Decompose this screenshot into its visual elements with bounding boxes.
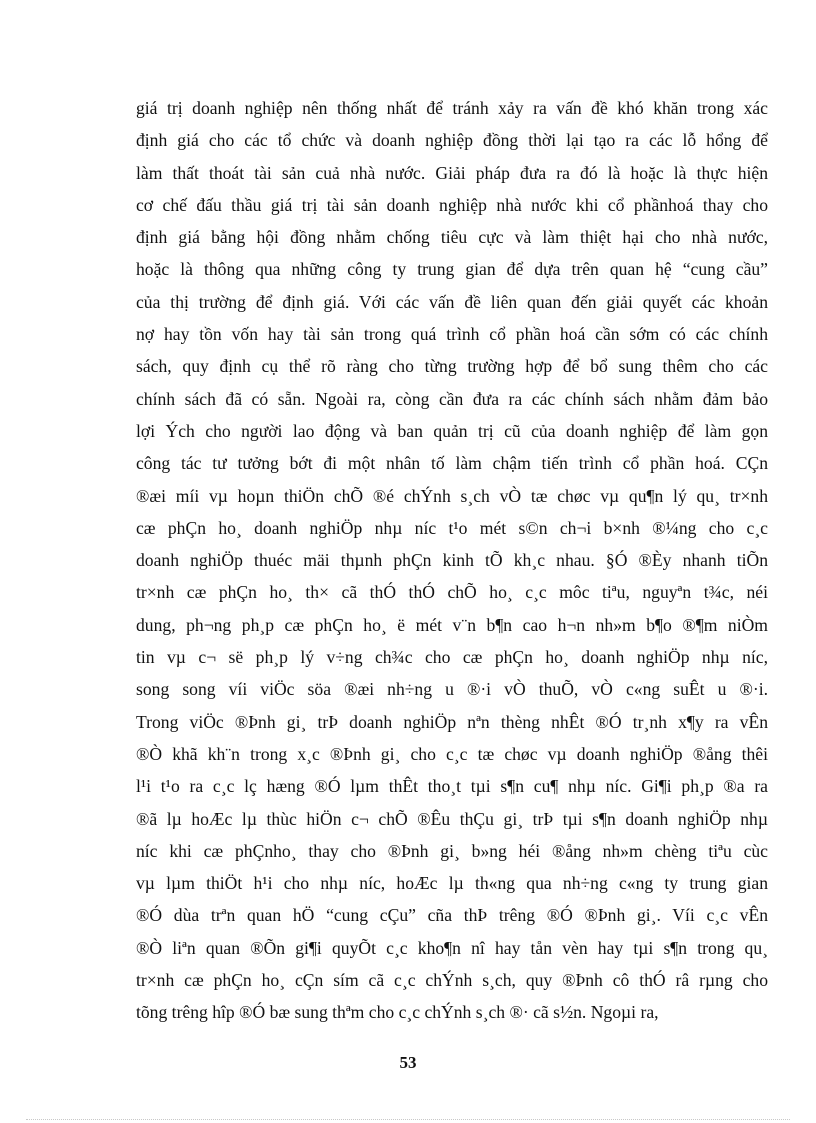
text-line: doanh nghiÖp thuéc mäi thµnh phÇn kinh tÕ kh¸c nhau. §Ó ®Èy nhanh tiÕn <box>136 550 768 571</box>
footer-divider <box>26 1119 790 1120</box>
page-number: 53 <box>399 1053 417 1072</box>
text-line: tin vµ c¬ së ph¸p lý v÷ng ch¾c cho cæ phÇn ho¸ doanh nghiÖp nhµ níc, <box>136 647 768 668</box>
text-line: tr×nh cæ phÇn ho¸ th× cã thÓ thÓ chÕ ho¸ c¸c môc tiªu, nguyªn t¾c, néi <box>136 582 768 603</box>
text-line: lợi Ých cho người lao động và ban quản trị cũ của doanh nghiệp để làm gọn <box>136 420 768 441</box>
text-line: của thị trường để định giá. Với các vấn đề liên quan đến giải quyết các khoản <box>136 291 768 312</box>
text-line: ®Ò khã kh¨n trong x¸c ®Þnh gi¸ cho c¸c tæ chøc vµ doanh nghiÖp ®ång thêi <box>136 743 768 764</box>
body-text <box>136 92 768 1029</box>
text-line: song song víi viÖc söa ®æi nh÷ng u ®·i vÒ thuÕ, vÒ c«ng suÊt u ®·i. <box>136 679 768 700</box>
text-line: cơ chế đấu thầu giá trị tài sản doanh nghiệp nhà nước khi cổ phầnhoá thay cho <box>136 194 768 215</box>
text-line: hoặc là thông qua những công ty trung gian để dựa trên quan hệ “cung cầu” <box>136 259 768 280</box>
text-line: tr×nh cæ phÇn ho¸ cÇn sím cã c¸c chÝnh s¸ch, quy ®Þnh cô thÓ râ rµng cho <box>136 970 768 991</box>
text-line: ®Ó dùa trªn quan hÖ “cung cÇu” cña thÞ trêng ®Ó ®Þnh gi¸. Víi c¸c vÊn <box>136 905 768 926</box>
text-line: ®æi míi vµ hoµn thiÖn chÕ ®é chÝnh s¸ch vÒ tæ chøc vµ qu¶n lý qu¸ tr×nh <box>136 485 768 506</box>
text-line: định giá bằng hội đồng nhằm chống tiêu cực và làm thiệt hại cho nhà nước, <box>136 227 768 248</box>
text-line: níc khi cæ phÇnho¸ thay cho ®Þnh gi¸ b»ng héi ®ång nh»m chèng tiªu cùc <box>136 840 768 861</box>
text-line: chính sách đã có sẵn. Ngoài ra, còng cần đưa ra các chính sách nhằm đảm bảo <box>136 388 768 409</box>
text-line: l¹i t¹o ra c¸c lç hæng ®Ó lµm thÊt tho¸t tµi s¶n cu¶ nhµ níc. Gi¶i ph¸p ®a ra <box>136 776 768 797</box>
text-line: nợ hay tồn vốn hay tài sản trong quá trình cổ phần hoá cần sớm có các chính <box>136 324 768 345</box>
text-line: công tác tư tưởng bớt đi một nhân tố làm chậm tiến trình cổ phần hoá. CÇn <box>136 453 768 474</box>
text-line: giá trị doanh nghiệp nên thống nhất để tránh xảy ra vấn đề khó khăn trong xác <box>136 98 768 118</box>
text-line: ®ã lµ hoÆc lµ thùc hiÖn c¬ chÕ ®Êu thÇu gi¸ trÞ tµi s¶n doanh nghiÖp nhµ <box>136 808 768 829</box>
text-line: làm thất thoát tài sản cuả nhà nước. Giải pháp đưa ra đó là hoặc là thực hiện <box>136 162 768 183</box>
text-line: ®Ò liªn quan ®Õn gi¶i quyÕt c¸c kho¶n nî hay tån vèn hay tµi s¶n trong qu¸ <box>136 937 768 958</box>
text-line: dung, ph¬ng ph¸p cæ phÇn ho¸ ë mét v¨n b¶n cao h¬n nh»m b¶o ®¶m niÒm <box>136 614 768 635</box>
text-line: định giá cho các tổ chức và doanh nghiệp đồng thời lại tạo ra các lỗ hổng để <box>136 130 768 151</box>
text-line: vµ lµm thiÖt h¹i cho nhµ níc, hoÆc lµ th«ng qua nh÷ng c«ng ty trung gian <box>136 873 768 894</box>
text-line: sách, quy định cụ thể rõ ràng cho từng trường hợp để bổ sung thêm cho các <box>136 356 768 377</box>
text-line: tõng trêng hîp ®Ó bæ sung thªm cho c¸c chÝnh s¸ch ®· cã s½n. Ngoµi ra, <box>136 1002 659 1023</box>
text-line: Trong viÖc ®Þnh gi¸ trÞ doanh nghiÖp nªn thèng nhÊt ®Ó tr¸nh x¶y ra vÊn <box>136 711 768 732</box>
text-line: cæ phÇn ho¸ doanh nghiÖp nhµ níc t¹o mét s©n ch¬i b×nh ®¼ng cho c¸c <box>136 517 768 538</box>
